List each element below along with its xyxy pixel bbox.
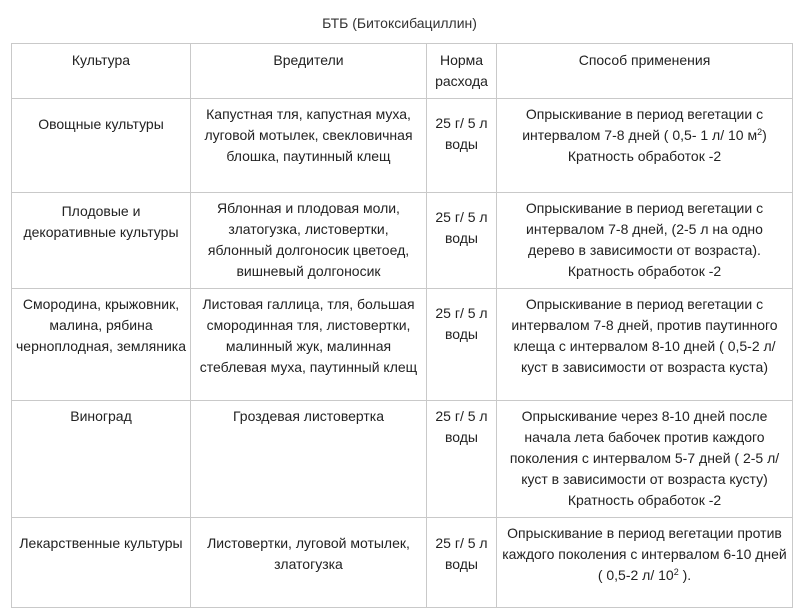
method-note: Кратность обработок -2 bbox=[567, 263, 722, 279]
method-note: Кратность обработок -2 bbox=[567, 492, 722, 508]
crop-cell: Смородина, крыжовник, малина, рябина черноплодная, земляника bbox=[12, 289, 191, 401]
method-text-tail: ) bbox=[762, 127, 767, 143]
pests-cell: Листовая галлица, тля, большая смородинная тля, листовертки, малинный жук, малинная стеблевая муха, паутинный клещ bbox=[191, 289, 427, 401]
method-cell bbox=[497, 401, 793, 518]
header-pests: Вредители bbox=[191, 44, 427, 99]
header-crop: Культура bbox=[12, 44, 191, 99]
method-superscript: 2 bbox=[757, 127, 763, 137]
method-cell bbox=[497, 518, 793, 608]
table-row bbox=[12, 193, 793, 289]
method-text: Опрыскивание в период вегетации с интервалом 7-8 дней ( 0,5- 1 л/ 10 м bbox=[522, 106, 764, 143]
table-row bbox=[12, 401, 793, 518]
method-text: Опрыскивание через 8-10 дней после начала лета бабочек против каждого поколения с интервалом 5-7 дней ( 2-5 л/ куст в зависимости от возраста кусту) bbox=[509, 408, 780, 487]
header-method: Способ применения bbox=[497, 44, 793, 99]
rate-cell: 25 г/ 5 л воды bbox=[427, 289, 497, 401]
pests-cell: Яблонная и плодовая моли, златогузка, листовертки, яблонный долгоносик цветоед, вишневый долгоносик bbox=[191, 193, 427, 289]
table-caption: БТБ (Битоксибациллин) bbox=[322, 15, 477, 31]
treatment-table bbox=[11, 43, 793, 608]
crop-cell: Плодовые и декоративные культуры bbox=[12, 193, 191, 289]
table-row bbox=[12, 289, 793, 401]
method-text: Опрыскивание в период вегетации против каждого поколения с интервалом 6-10 дней ( 0,5-2 л/ 10 bbox=[502, 525, 787, 583]
pests-cell: Капустная тля, капустная муха, луговой мотылек, свекловичная блошка, паутинный клещ bbox=[191, 99, 427, 193]
method-note: Кратность обработок -2 bbox=[567, 148, 722, 164]
rate-cell: 25 г/ 5 л воды bbox=[427, 401, 497, 518]
header-rate: Норма расхода bbox=[427, 44, 497, 99]
rate-cell: 25 г/ 5 л воды bbox=[427, 193, 497, 289]
rate-cell: 25 г/ 5 л воды bbox=[427, 99, 497, 193]
crop-cell: Виноград bbox=[12, 401, 191, 518]
method-text: Опрыскивание в период вегетации с интервалом 7-8 дней, против паутинного клеща с интервалом 8-10 дней ( 0,5-2 л/ куст в зависимости от возраста куста) bbox=[511, 296, 778, 375]
method-superscript: 2 bbox=[673, 567, 679, 577]
method-cell bbox=[497, 289, 793, 401]
crop-cell: Овощные культуры bbox=[12, 99, 191, 193]
pests-cell: Гроздевая листовертка bbox=[191, 401, 427, 518]
crop-cell: Лекарственные культуры bbox=[12, 518, 191, 608]
table-header-row bbox=[12, 44, 793, 99]
method-text: Опрыскивание в период вегетации с интервалом 7-8 дней, (2-5 л на одно дерево в зависимости от возраста). bbox=[525, 200, 764, 258]
method-cell bbox=[497, 193, 793, 289]
method-text-tail: ). bbox=[678, 567, 692, 583]
rate-cell: 25 г/ 5 л воды bbox=[427, 518, 497, 608]
table-row bbox=[12, 518, 793, 608]
method-cell bbox=[497, 99, 793, 193]
table-row bbox=[12, 99, 793, 193]
pests-cell: Листовертки, луговой мотылек, златогузка bbox=[191, 518, 427, 608]
